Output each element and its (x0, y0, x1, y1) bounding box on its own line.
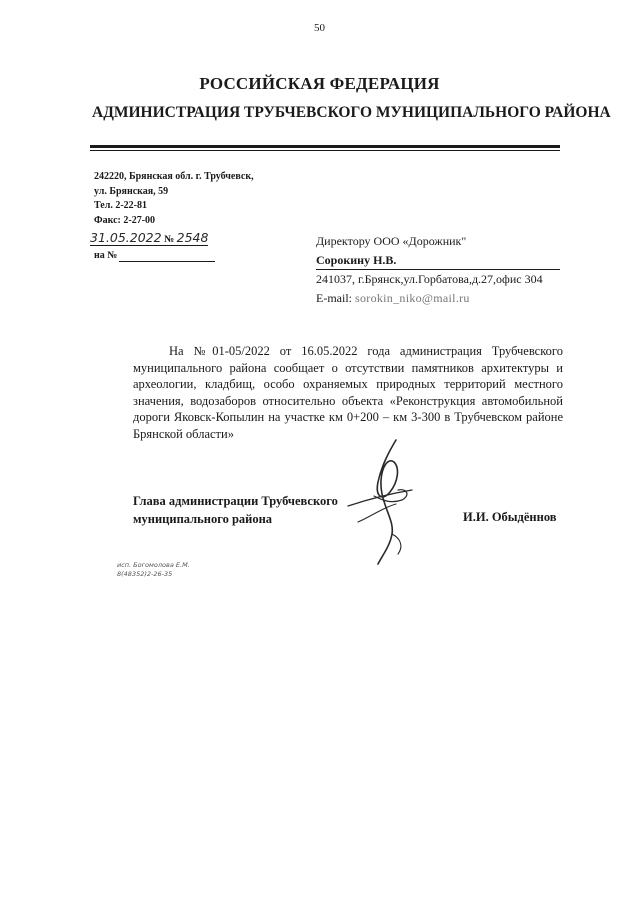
header-country: РОССИЙСКАЯ ФЕДЕРАЦИЯ (199, 74, 440, 93)
header-rule-thin (90, 150, 560, 151)
incoming-reference (94, 250, 215, 262)
sender-fax: Факс: 2-27-00 (94, 214, 156, 226)
signatory-name: И.И. Обыдённов (463, 510, 557, 524)
number-label: № (164, 234, 175, 245)
recipient-position: Директору ООО «Дорожник" (316, 234, 467, 248)
sender-address-line2: ул. Брянская, 59 (94, 185, 169, 197)
recipient-email (316, 289, 543, 308)
sender-address (94, 170, 254, 228)
handwritten-signature (338, 438, 438, 568)
recipient-rule (316, 269, 560, 270)
recipient-email-value[interactable]: sorokin_niko@mail.ru (355, 291, 470, 305)
recipient-address: 241037, г.Брянск,ул.Горбатова,д.27,офис 304 (316, 272, 543, 286)
handwritten-date: 31.05.2022 (90, 230, 162, 245)
incoming-reference-blank (119, 250, 215, 262)
page-number: 50 (314, 22, 325, 34)
recipient-block (316, 232, 543, 308)
recipient-email-label: E-mail: (316, 291, 352, 305)
recipient-name: Сорокину Н.В. (316, 253, 397, 267)
letter-body: На №01-05/2022 от 16.05.2022 года администрация Трубчевского муниципального района сообщает о отсутствии памятников архитектуры и археологии, кладбищ, особо охраняемых природных территорий местного значения, водозаборов относительно объекта «Реконструкция автомобильной дороги Яковск-Копылин на участке км 0+200 – км 3-300 в Трубчевском районе Брянской области» (133, 344, 563, 441)
signatory-title-line2: муниципального района (133, 512, 273, 526)
signatory-title-line1: Глава администрации Трубчевского (133, 494, 338, 508)
executor-phone: 8(48352)2-26-35 (117, 570, 173, 578)
incoming-reference-label: на № (94, 250, 118, 261)
executor-name: исп. Богомолова Е.М. (117, 561, 190, 569)
header-rule-thick (90, 145, 560, 148)
signatory-title (133, 492, 338, 528)
sender-address-line1: 242220, Брянская обл. г. Трубчевск, (94, 171, 254, 182)
executor-info (117, 561, 190, 579)
header-administration: АДМИНИСТРАЦИЯ ТРУБЧЕВСКОГО МУНИЦИПАЛЬНОГО РАЙОНА (92, 104, 611, 121)
handwritten-number: 2548 (176, 230, 209, 245)
sender-phone: Тел. 2-22-81 (94, 200, 147, 211)
outgoing-reference (90, 230, 208, 246)
